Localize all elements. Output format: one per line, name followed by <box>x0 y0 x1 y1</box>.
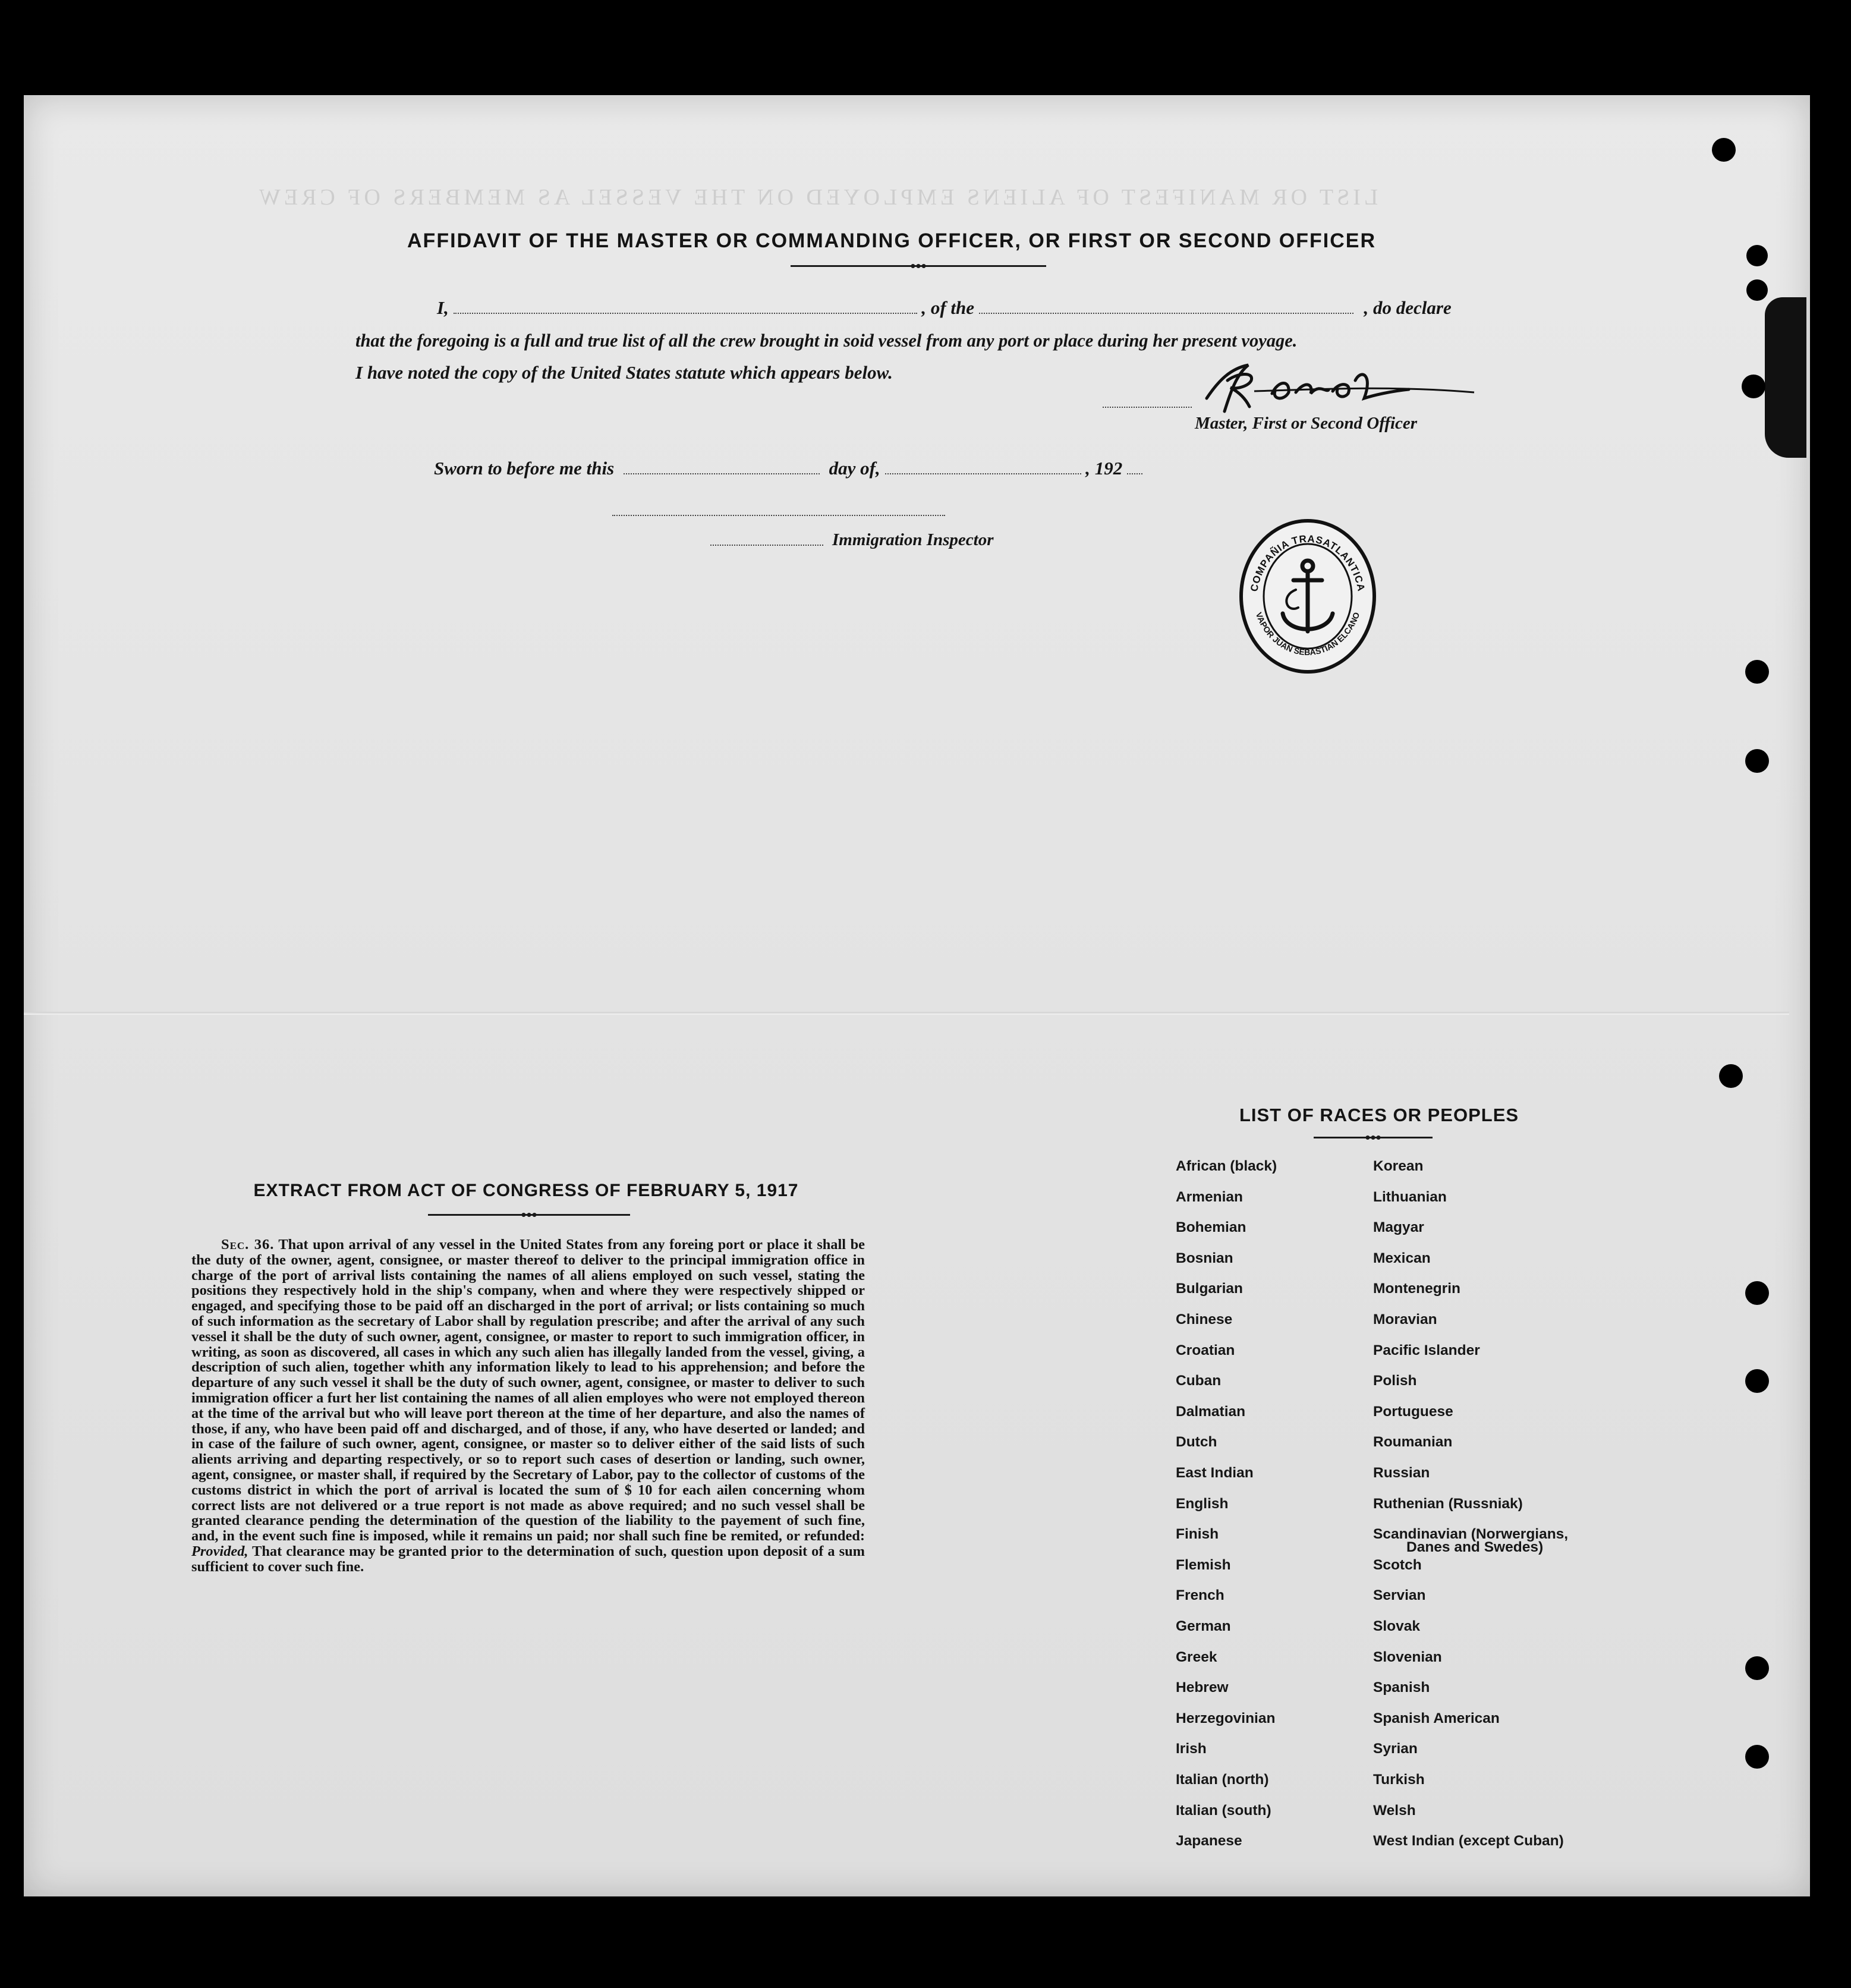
section-text: That upon arrival of any vessel in the United States from any foreing port or place it shall be the duty of the owner, agent, consignee, or master thereof to deliver to the principal immigration office in charge of the port of arrival lists containing the names of all aliens employed on such vessel, stating the positions they respectively hold in the ship's company, when and where they were respectively shipped or engaged, and specifying those to be paid off an discharged in the port of arrival; or lists containing so much of such information as the secretary of Labor shall by regulation prescribe; and after the arrival of any such vessel it shall be the duty of such owner, agent, consignee, or master to report to such immigration officer, in writing, as soon as discovered, all cases in which any such alien has illegally landed from the vessel, giving, a description of such alien, together whith any information likely to lead to his apprehension; and before the departure of any such vessel it shall be the duty of such owner, agent, consignee, or master to deliver to such immigration officer a furt her list containing the names of all alien employes who were not employed thereon at the time of the arrival but who will leave port thereon at the time of her departure, and also the names of those, if any, who have been paid off and discharged, and of those, if any, who have deserted or landed; and in case of the failure of such owner, agent, consignee, or master so to deliver either of the said lists of such alients arriving and departing respectively, or so to report such cases of desertion or landing, such owner, agent, consignee, or master shall, if required by the Secretary of Labor, pay to the collector of customs of the customs district in which the port of arrival is located the sum of $ 10 for each ailen concerning whom correct lists are not delivered or a true report is not made as above required; and no such vessel shall be granted clearance pending the determination of the question of the liability to the payement of such fine, and, in the event such fine is imposed, while it remains un paid; nor shall such fine be remited, or refunded: <box>191 1237 865 1545</box>
paper-fold-line <box>24 1012 1789 1015</box>
stamp-bottom-text: VAPOR JUAN SEBASTIAN ELCANO <box>1254 611 1362 658</box>
race-item: Ruthenian (Russniak) <box>1373 1495 1523 1512</box>
race-item: Magyar <box>1373 1219 1424 1236</box>
declaration-declare-label: , do declare <box>1364 297 1452 318</box>
binder-hole <box>1745 749 1769 773</box>
race-item: French <box>1176 1587 1224 1604</box>
race-item: Korean <box>1373 1158 1424 1174</box>
race-item: Italian (south) <box>1176 1802 1271 1819</box>
race-item: Slovak <box>1373 1618 1420 1634</box>
section-label: Sec. 36. <box>221 1237 275 1253</box>
race-item: Polish <box>1373 1373 1417 1389</box>
provided-label: Provided, <box>191 1543 248 1559</box>
race-item: Portuguese <box>1373 1403 1453 1420</box>
binder-hole <box>1746 245 1768 266</box>
race-item: Flemish <box>1176 1556 1231 1573</box>
race-item: Italian (north) <box>1176 1772 1269 1788</box>
race-item: Lithuanian <box>1373 1188 1447 1205</box>
inspector-prefix-line[interactable] <box>710 545 823 546</box>
race-item: Dutch <box>1176 1434 1217 1451</box>
race-item: Bulgarian <box>1176 1281 1243 1297</box>
race-item: Japanese <box>1176 1833 1242 1849</box>
company-stamp <box>1239 518 1377 674</box>
race-item: Herzegovinian <box>1176 1710 1276 1726</box>
signature-line[interactable] <box>1103 407 1192 408</box>
race-item: Finish <box>1176 1526 1219 1543</box>
sworn-prefix: Sworn to before me this <box>434 458 615 479</box>
bleed-through-header: LIST OR MANIFEST OF ALIENS EMPLOYED ON THE VESSEL AS MEMBERS OF CREW <box>256 185 1378 210</box>
inspector-signature-line[interactable] <box>612 515 945 516</box>
race-item: Bohemian <box>1176 1219 1246 1236</box>
race-item: Turkish <box>1373 1772 1425 1788</box>
sworn-day-field[interactable] <box>624 473 820 474</box>
extract-title-dots: ••• <box>521 1206 537 1223</box>
sworn-year-label: , 192 <box>1085 458 1123 479</box>
sworn-month-field[interactable] <box>885 473 1081 474</box>
provided-text: That clearance may be granted prior to the determination of such, question upon deposit of a sum sufficient to cover such fine. <box>191 1543 865 1575</box>
race-item: German <box>1176 1618 1231 1634</box>
vessel-name-field[interactable] <box>979 313 1353 314</box>
race-item: Scandinavian (Norwergians, <box>1373 1526 1569 1543</box>
affidavit-title: AFFIDAVIT OF THE MASTER OR COMMANDING OFFICER, OR FIRST OR SECOND OFFICER <box>407 229 1376 252</box>
race-item: Slovenian <box>1373 1649 1442 1665</box>
binder-hole <box>1746 279 1768 301</box>
race-item: Pacific Islander <box>1373 1342 1480 1358</box>
declaration-line-3: I have noted the copy of the United States statute which appears below. <box>355 362 893 383</box>
binder-hole <box>1745 1369 1769 1393</box>
race-item: Cuban <box>1176 1373 1222 1389</box>
extract-body <box>191 1237 865 1575</box>
race-item: East Indian <box>1176 1465 1254 1481</box>
race-item: Hebrew <box>1176 1679 1229 1696</box>
race-item: Irish <box>1176 1741 1207 1757</box>
sworn-line <box>434 458 1142 479</box>
officer-name-field[interactable] <box>454 313 917 314</box>
declaration-line-2: that the foregoing is a full and true list of all the crew brought in soid vessel from any port or place during her present voyage. <box>355 331 1298 351</box>
race-item-continuation: Danes and Swedes) <box>1406 1539 1544 1556</box>
affidavit-title-dots: ••• <box>910 257 927 275</box>
declaration-line-1 <box>437 297 1452 319</box>
binder-hole <box>1745 1281 1769 1305</box>
race-item: Spanish <box>1373 1679 1430 1696</box>
races-title: LIST OF RACES OR PEOPLES <box>1239 1105 1519 1125</box>
extract-title: EXTRACT FROM ACT OF CONGRESS OF FEBRUARY 5, 1917 <box>253 1181 799 1200</box>
race-item: English <box>1176 1495 1229 1512</box>
race-item: Scotch <box>1373 1556 1422 1573</box>
binder-hole <box>1719 1064 1743 1088</box>
race-item: Chinese <box>1176 1311 1233 1328</box>
sworn-year-field[interactable] <box>1127 473 1142 474</box>
binder-hole <box>1712 138 1736 162</box>
signature-caption: Master, First or Second Officer <box>1195 414 1418 433</box>
race-item: Russian <box>1373 1465 1430 1481</box>
binder-hole <box>1745 660 1769 684</box>
binder-hole <box>1742 375 1765 398</box>
race-item: West Indian (except Cuban) <box>1373 1833 1564 1849</box>
binder-hole <box>1745 1656 1769 1680</box>
race-item: Croatian <box>1176 1342 1235 1358</box>
sworn-day-of-label: day of, <box>829 458 880 479</box>
race-item: Greek <box>1176 1649 1217 1665</box>
race-item: Moravian <box>1373 1311 1437 1328</box>
master-signature <box>1195 357 1504 416</box>
races-title-dots: ••• <box>1365 1128 1381 1146</box>
race-item: Syrian <box>1373 1741 1418 1757</box>
binder-hole <box>1745 1745 1769 1769</box>
torn-edge <box>1765 297 1806 458</box>
race-item: Welsh <box>1373 1802 1416 1819</box>
race-item: Dalmatian <box>1176 1403 1246 1420</box>
race-item: Montenegrin <box>1373 1281 1460 1297</box>
race-item: Servian <box>1373 1587 1426 1604</box>
race-item: African (black) <box>1176 1158 1277 1174</box>
race-item: Mexican <box>1373 1250 1431 1266</box>
declaration-of-the-label: , of the <box>921 297 975 318</box>
declaration-i-label: I, <box>437 297 449 318</box>
race-item: Armenian <box>1176 1188 1244 1205</box>
race-item: Bosnian <box>1176 1250 1233 1266</box>
race-item: Roumanian <box>1373 1434 1453 1451</box>
inspector-caption: Immigration Inspector <box>832 530 994 549</box>
document-sheet <box>24 95 1810 1896</box>
race-item: Spanish American <box>1373 1710 1500 1726</box>
stamp-top-text: COMPAÑIA TRASATLANTICA <box>1248 533 1367 593</box>
